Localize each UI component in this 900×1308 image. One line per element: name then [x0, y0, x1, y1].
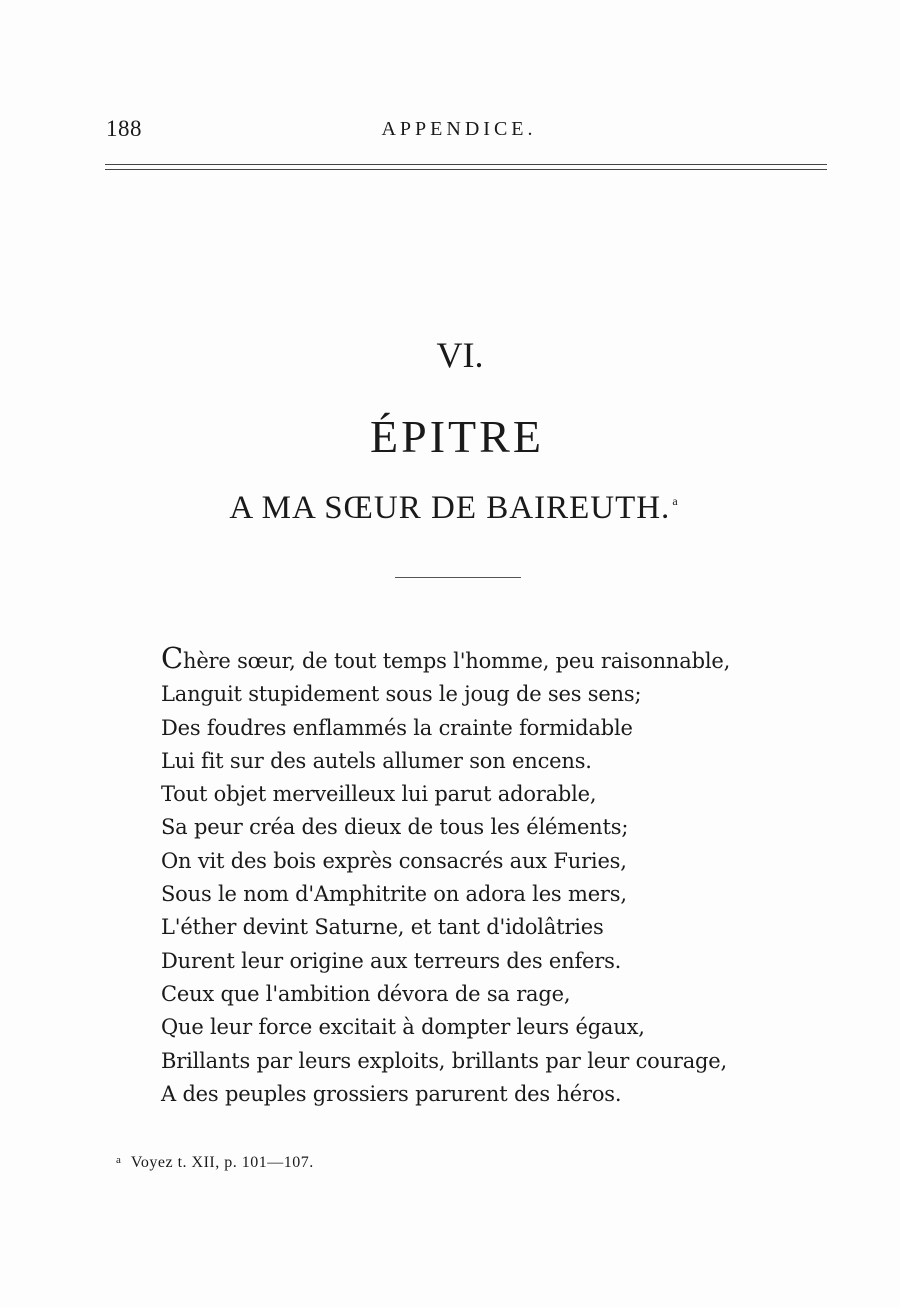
poem-line: A des peuples grossiers parurent des héros. [161, 1081, 622, 1106]
poem-line: Languit stupidement sous le joug de ses sens; [161, 682, 642, 707]
footnote-reference-mark: a [672, 494, 679, 508]
poem-line: Tout objet merveilleux lui parut adorable, [161, 782, 597, 807]
poem-line: Que leur force excitait à dompter leurs égaux, [161, 1015, 645, 1040]
poem-title: ÉPITRE [370, 411, 544, 462]
poem-line: Des foudres enflammés la crainte formidable [161, 715, 633, 740]
initial-capital: C [161, 641, 183, 675]
poem-line [161, 642, 781, 678]
page-number: 188 [106, 116, 142, 141]
poem-line: Durent leur origine aux terreurs des enfers. [161, 948, 622, 973]
poem-line: On vit des bois exprès consacrés aux Furies, [161, 848, 627, 873]
poem-subtitle [0, 490, 900, 527]
poem-line: Ceux que l'ambition dévora de sa rage, [161, 981, 571, 1006]
title-separator-rule [395, 577, 521, 578]
poem-line: L'éther devint Saturne, et tant d'idolâtries [161, 915, 604, 940]
running-head: APPENDICE. [381, 118, 537, 140]
section-number: VI. [436, 335, 484, 375]
header-double-rule [105, 164, 827, 170]
footnote-text: Voyez t. XII, p. 101—107. [130, 1154, 314, 1171]
poem-text [161, 642, 781, 1111]
poem-subtitle-text: A MA SŒUR DE BAIREUTH. [229, 490, 671, 526]
poem-line-text: hère sœur, de tout temps l'homme, peu raisonnable, [183, 649, 731, 673]
poem-line: Brillants par leurs exploits, brillants par leur courage, [161, 1048, 728, 1073]
footnote-mark: a [116, 1154, 121, 1166]
poem-line: Sous le nom d'Amphitrite on adora les mers, [161, 882, 627, 907]
poem-line: Sa peur créa des dieux de tous les éléments; [161, 815, 629, 840]
footnote [116, 1154, 314, 1172]
poem-line: Lui fit sur des autels allumer son encens. [161, 748, 592, 773]
